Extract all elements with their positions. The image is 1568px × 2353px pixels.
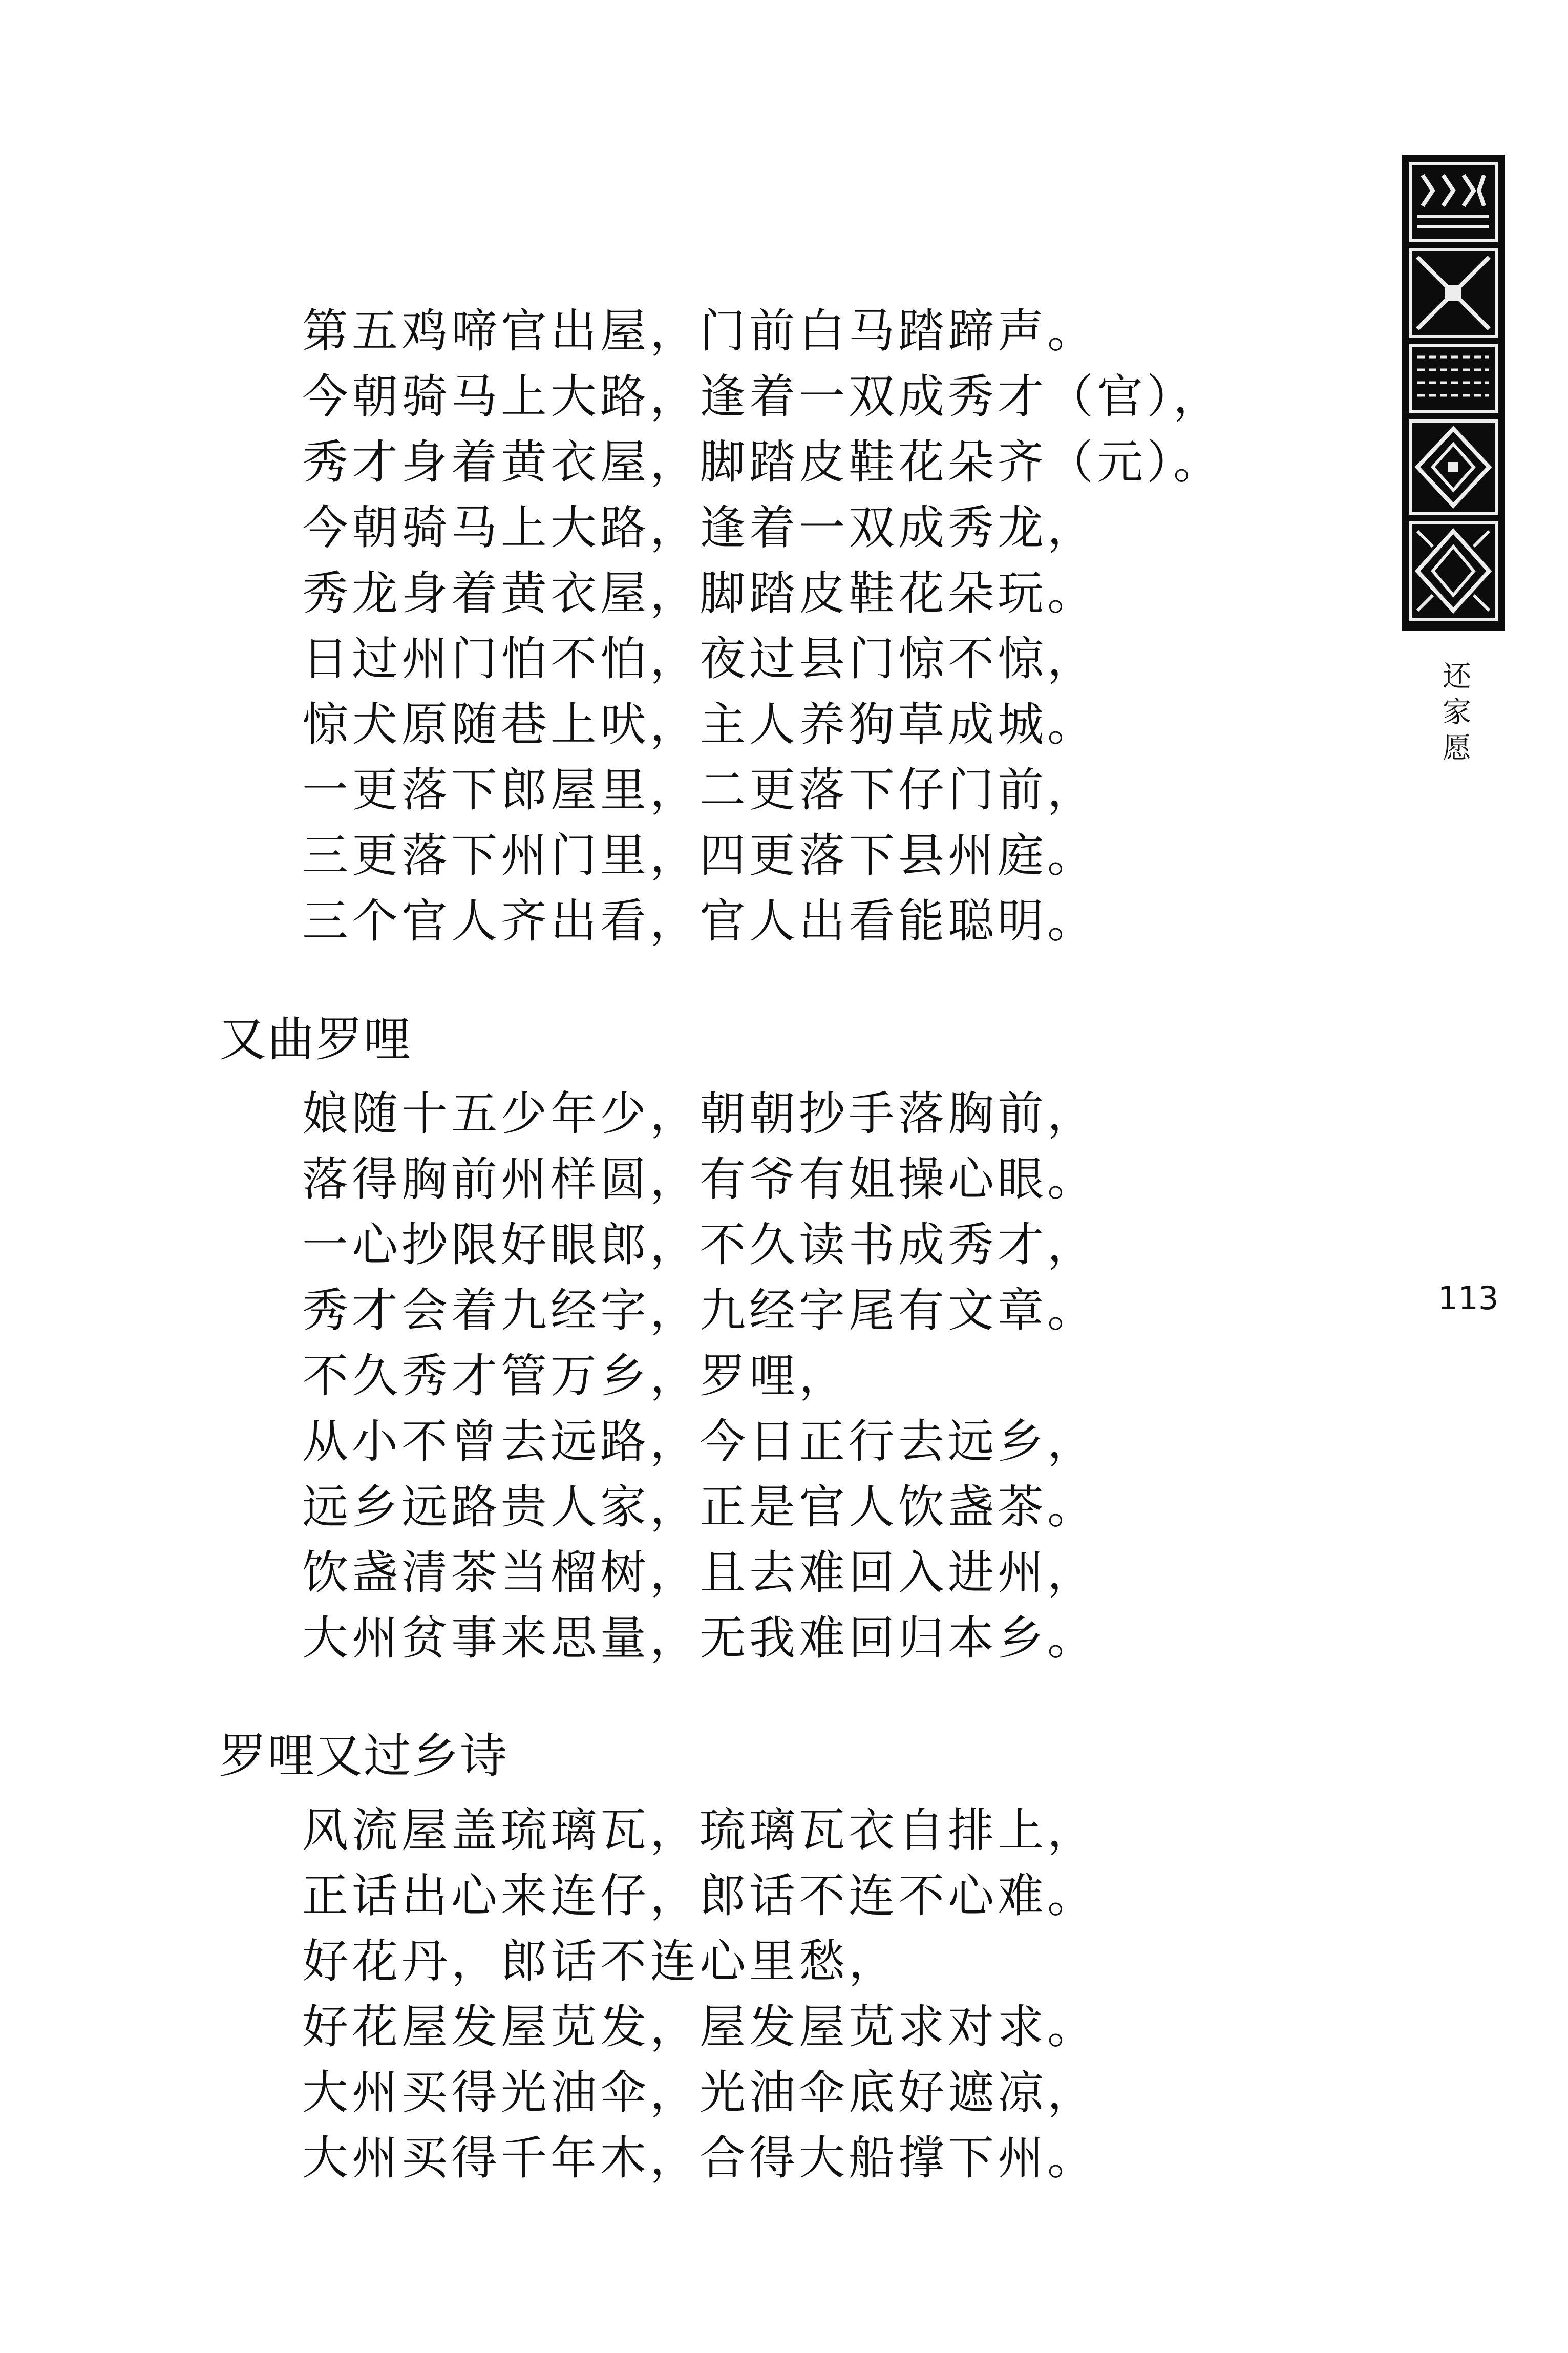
verse-line: 不久秀才管万乡，罗哩， [302,1349,849,1403]
verse-line: 第五鸡啼官出屋，门前白马踏蹄声。 [302,304,1097,358]
verse-line: 惊犬原随巷上吠，主人养狗草成城。 [302,698,1097,751]
verse-line: 秀才身着黄衣屋，脚踏皮鞋花朵齐（元）。 [302,435,1223,489]
verse-line: 日过州门怕不怕，夜过县门惊不惊， [302,632,1097,686]
verse-line: 远乡远路贵人家，正是官人饮盏茶。 [302,1480,1097,1534]
verse-line: 落得胸前州样圆，有爷有姐操心眼。 [302,1152,1097,1206]
verse-line: 大州贫事来思量，无我难回归本乡。 [302,1611,1097,1665]
section-heading: 罗哩又过乡诗 [219,1729,508,1783]
verse-line: 正话出心来连仔，郎话不连不心难。 [302,1869,1097,1923]
verse-line: 大州买得光油伞，光油伞底好遮凉， [302,2066,1097,2119]
verse-line: 好花丹，郎话不连心里愁， [302,1935,898,1988]
verse-line: 三个官人齐出看，官人出看能聪明。 [302,894,1097,948]
verse-line: 从小不曾去远路，今日正行去远乡， [302,1415,1097,1468]
woven-pattern-icon [1402,155,1505,631]
verse-line: 一更落下郎屋里，二更落下仔门前， [302,763,1097,817]
poem-section-3 [302,1798,1275,2191]
running-title: 还家愿 [1438,661,1471,768]
woven-pattern-graphic [1402,155,1505,631]
verse-line: 一心抄限好眼郎，不久读书成秀才， [302,1218,1097,1272]
verse-line: 大州买得千年木，合得大船撑下州。 [302,2131,1097,2185]
poem-section-2 [302,1081,1275,1671]
verse-line: 风流屋盖琉璃瓦，琉璃瓦衣自排上， [302,1803,1097,1857]
verse-line: 秀龙身着黄衣屋，脚踏皮鞋花朵玩。 [302,566,1097,620]
verse-line: 好花屋发屋苋发，屋发屋苋求对求。 [302,2000,1097,2054]
verse-line: 三更落下州门里，四更落下县州庭。 [302,829,1097,883]
poem-section-1 [302,299,1275,954]
verse-line: 娘随十五少年少，朝朝抄手落胸前， [302,1087,1097,1141]
section-heading: 又曲罗哩 [219,1012,412,1067]
verse-line: 今朝骑马上大路，逢着一双成秀龙， [302,501,1097,555]
verse-line: 秀才会着九经字，九经字尾有文章。 [302,1284,1097,1337]
page-number: 113 [1438,1279,1499,1317]
verse-line: 今朝骑马上大路，逢着一双成秀才（官）， [302,370,1223,424]
verse-line: 饮盏清茶当榴树，且去难回入进州， [302,1546,1097,1600]
